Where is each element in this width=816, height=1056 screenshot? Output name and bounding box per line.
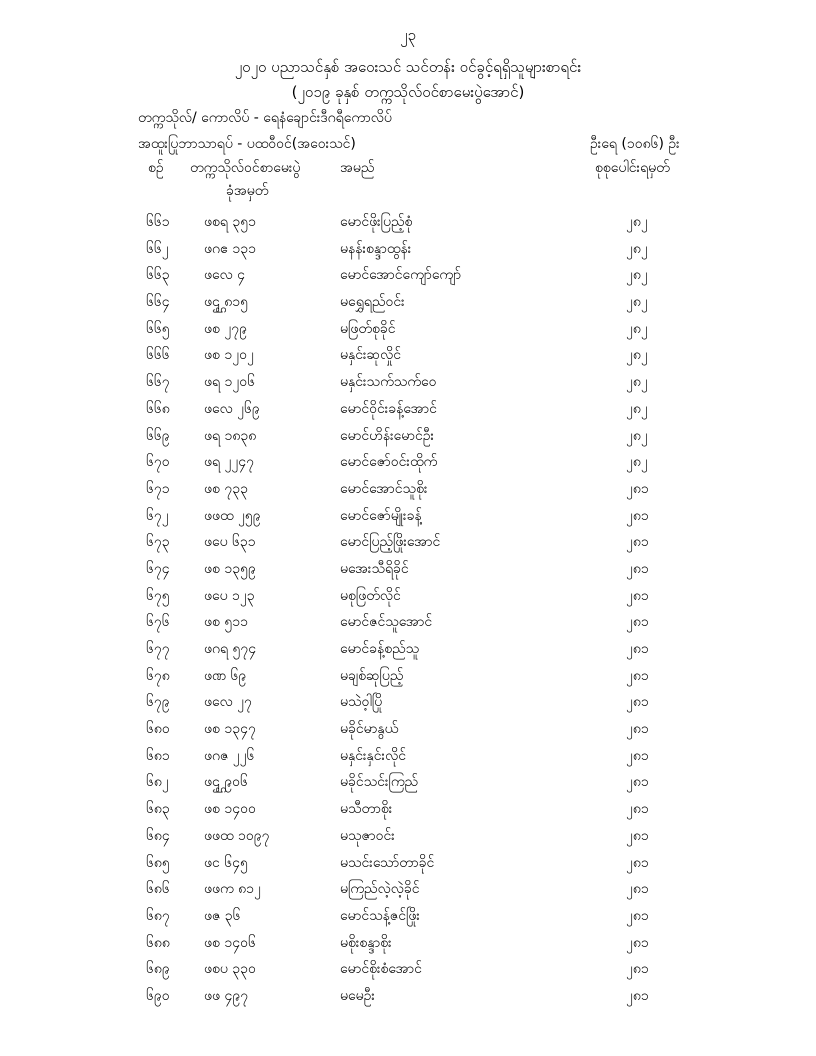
table-row [0,292,816,319]
row-number: ၆၇၃ [146,534,170,551]
header-no: စဉ် [148,160,164,176]
row-number: ၆၇၂ [146,507,169,524]
row-name: မနှင်းသက်သက်ဝေ [340,374,437,391]
row-roll-number: ဖဇ ၃၆ [204,907,241,924]
row-number: ၆၆၉ [146,427,170,444]
row-number: ၆၆၁ [146,214,170,230]
row-name: မနှင်းဆုလှိုင် [340,347,401,364]
row-number: ၆၇၄ [146,560,170,577]
row-number: ၆၇၇ [146,641,170,657]
row-name: မောင်စိုးစံအောင် [340,961,422,978]
row-roll-number: ဖဌ္ဌ ၈၁၅ [204,294,248,311]
row-name: မစိုးစန္ဒာစိုး [340,934,392,951]
row-score: ၂၈၁ [626,747,649,764]
row-number: ၆၈၃ [146,801,170,818]
row-number: ၆၆၆ [146,347,170,364]
row-roll-number: ဖရ ၁၈၃၈ [204,427,257,444]
row-number: ၆၇၆ [146,614,170,631]
row-name: မရွှေရည်ဝင်း [340,294,405,311]
row-number: ၆၈၁ [146,747,170,764]
row-roll-number: ဖစ ၇၃၃ [204,480,248,497]
row-name: မစုဖြတ်လိုင် [340,587,401,604]
row-roll-number: ဖစ ၁၄၀၆ [204,934,256,951]
table-row [0,772,816,799]
row-roll-number: ဖဂဧ ၁၃၁ [204,240,256,257]
row-number: ၆၆၅ [146,320,170,337]
table-row [0,506,816,533]
row-roll-number: ဖစ ၂၇၉ [204,320,247,337]
table-row [0,452,816,479]
row-name: မသီတာစိုး [340,801,393,818]
header-roll-number: ခုံအမှတ် [226,183,269,199]
row-roll-number: ဖပေ ၁၂၃ [204,587,255,604]
table-row [0,799,816,826]
row-roll-number: ဖင ၆၄၅ [204,854,248,871]
row-score: ၂၈၁ [626,987,649,1004]
row-name: မောင်ပြည့်ဖြိုးအောင် [340,534,441,551]
row-roll-number: ဖဖထ ၁၀၉၇ [204,827,270,844]
row-roll-number: ဖစရ ၃၅၁ [204,214,256,230]
row-score: ၂၈၁ [626,961,649,978]
row-roll-number: ဖရ ၂၂၄၇ [204,454,254,471]
row-score: ၂၈၁ [626,480,649,497]
table-row [0,906,816,933]
row-number: ၆၆၄ [146,294,170,311]
row-score: ၂၈၂ [626,427,648,444]
row-score: ၂၈၁ [626,534,649,551]
row-number: ၆၇၉ [146,694,170,711]
row-name: မဖြတ်စုခိုင် [340,320,396,337]
table-row [0,319,816,346]
row-name: မကြည်လဲ့လဲ့ခိုင် [340,881,420,898]
table-row [0,426,816,453]
row-name: မောင်ဇော်မျိုးခန့် [340,507,422,524]
row-roll-number: ဖဖက ၈၁၂ [204,881,261,898]
row-roll-number: ဖစ ၁၃၄၇ [204,721,256,738]
row-number: ၆၈၅ [146,854,170,871]
row-score: ၂၈၁ [626,854,649,871]
university-line: တက္ကသိုလ်/ ကောလိပ် - ရေနံချောင်းဒီဂရီကောလိပ် [138,110,392,126]
table-row [0,239,816,266]
row-score: ၂၈၁ [626,694,649,711]
row-name: မအေးသီရိခိုင် [340,560,409,577]
row-name: မချစ်ဆုပြည့် [340,667,404,684]
row-score: ၂၈၁ [626,801,649,818]
row-name: မခိုင်သင်းကြည် [340,774,419,791]
row-score: ၂၈၁ [626,907,649,924]
row-score: ၂၈၁ [626,507,649,524]
row-name: မောင်ဖိုးပြည့်စုံ [340,214,413,230]
row-roll-number: ဖစပ ၃၃၀ [204,961,256,978]
row-roll-number: ဖစ ၁၂၀၂ [204,347,254,364]
row-score: ၂၈၁ [626,641,649,657]
row-number: ၆၉၀ [146,987,170,1004]
row-roll-number: ဖရ ၁၂၀၆ [204,374,255,391]
row-score: ၂၈၁ [626,667,649,684]
table-row [0,265,816,292]
row-number: ၆၇၈ [146,667,170,684]
row-number: ၆၈၄ [146,827,170,844]
major-line: အထူးပြုဘာသာရပ် - ပထဝီဝင်(အဝေးသင်) [138,136,356,152]
table-row [0,372,816,399]
row-roll-number: ဖစ ၅၁၁ [204,614,248,631]
row-score: ၂၈၁ [626,614,649,631]
row-roll-number: ဖဂရ ၅၇၄ [204,641,257,657]
table-row [0,532,816,559]
table-row [0,853,816,880]
row-name: မခိုင်မာနွယ် [340,721,399,738]
table-row [0,612,816,639]
row-number: ၆၈၈ [146,934,170,951]
row-name: မသင်းသော်တာခိုင် [340,854,435,871]
table-row [0,559,816,586]
row-roll-number: ဖဖ ၄၉၇ [204,987,249,1004]
row-score: ၂၈၁ [626,774,649,791]
row-roll-number: ဖဂဇ ၂၂၆ [204,747,255,764]
header-name: အမည် [340,160,375,176]
table-row [0,986,816,1013]
row-number: ၆၈၆ [146,881,170,898]
row-score: ၂၈၁ [626,587,649,604]
table-row [0,639,816,666]
document-title: ၂၀၂၀ ပညာသင်နှစ် အဝေးသင် သင်တန်း ဝင်ခွင့်ရရှိသူများစာရင်း [234,58,582,76]
row-number: ၆၈၉ [146,961,170,978]
row-score: ၂၈၂ [626,240,648,257]
table-row [0,212,816,239]
row-score: ၂၈၂ [626,454,648,471]
table-row [0,933,816,960]
row-number: ၆၈၂ [146,774,169,791]
row-number: ၆၈၀ [146,721,170,738]
row-name: မောင်ဇင်သူအောင် [340,614,433,631]
row-name: မနှင်းနှင်းလိုင် [340,747,406,764]
page-number: ၂၃ [400,26,416,44]
row-score: ၂၈၂ [626,400,648,417]
row-roll-number: ဖလေ ၂၇ [204,694,252,711]
row-name: မသဲဝ့ါပြို [340,694,383,711]
row-roll-number: ဖစ ၁၃၅၉ [204,560,256,577]
row-score: ၂၈၂ [626,214,648,230]
row-number: ၆၇၅ [146,587,170,604]
table-row [0,692,816,719]
row-roll-number: ဖလေ ၄ [204,267,246,284]
row-roll-number: ဖလေ ၂၆၉ [204,400,260,417]
row-score: ၂၈၁ [626,827,649,844]
table-row [0,959,816,986]
row-name: မောင်ဇော်ဝင်းထိုက် [340,454,438,471]
row-name: မောင်ခန့်စည်သူ [340,641,420,657]
row-score: ၂၈၂ [626,374,648,391]
table-row [0,399,816,426]
row-score: ၂၈၂ [626,267,648,284]
row-score: ၂၈၂ [626,294,648,311]
table-row [0,345,816,372]
row-number: ၆၈၇ [146,907,170,924]
row-name: မမေဦး [340,987,375,1004]
results-list [0,212,816,1013]
row-score: ၂၈၁ [626,721,649,738]
table-row [0,826,816,853]
row-name: မသုဇာဝင်း [340,827,395,844]
row-name: မောင်အောင်သူစိုး [340,480,428,497]
row-roll-number: ဖစ ၁၄၀၀ [204,801,256,818]
row-roll-number: ဖဌ္ဌ ၉၀၆ [204,774,248,791]
table-row [0,666,816,693]
header-score: စုစုပေါင်းရမှတ် [595,160,670,176]
table-row [0,586,816,613]
row-score: ၂၈၁ [626,934,649,951]
table-row [0,879,816,906]
row-roll-number: ဖဏ ၆၉ [204,667,247,684]
row-score: ၂၈၁ [626,560,649,577]
row-number: ၆၆၈ [146,400,170,417]
row-name: မောင်ဝိုင်းခန့်အောင် [340,400,437,417]
row-score: ၂၈၁ [626,881,649,898]
table-row [0,719,816,746]
row-roll-number: ဖပေ ၆၃၁ [204,534,256,551]
row-number: ၆၇၀ [146,454,170,471]
row-name: မောင်အောင်ကျော်ကျော် [340,267,462,284]
row-number: ၆၇၁ [146,480,170,497]
header-roll: တက္ကသိုလ်ဝင်စာမေးပွဲ [190,160,301,176]
row-roll-number: ဖဖထ ၂၅၉ [204,507,261,524]
row-name: မောင်သန့်ဇင်ဖြိုး [340,907,420,924]
row-name: မောင်ဟိန်းမောင်ဦး [340,427,435,444]
row-number: ၆၆၇ [146,374,170,391]
row-name: မနန်းစန္ဒာထွန်း [340,240,412,257]
row-score: ၂၈၂ [626,347,648,364]
row-score: ၂၈၂ [626,320,648,337]
table-row [0,479,816,506]
table-row [0,746,816,773]
document-subtitle: (၂၀၁၉ ခုနှစ် တက္ကသိုလ်ဝင်စာမေးပွဲအောင်) [291,83,525,101]
row-number: ၆၆၃ [146,267,170,284]
row-number: ၆၆၂ [146,240,169,257]
total-count: ဦးရေ (၁၀၈၆) ဦး [590,136,680,152]
